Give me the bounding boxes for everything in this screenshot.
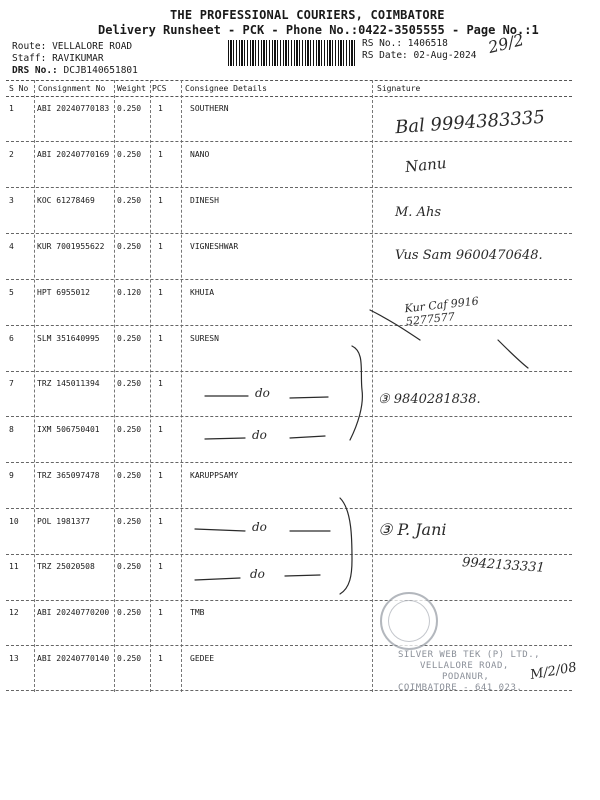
row-pcs: 1 (158, 288, 163, 297)
rs-no-value: 1406518 (407, 38, 448, 49)
row-pcs: 1 (158, 654, 163, 663)
row-sno: 13 (9, 654, 19, 663)
row-sno: 7 (9, 379, 14, 388)
row-signature: Nanu (404, 153, 448, 177)
row-weight: 0.250 (117, 196, 142, 205)
row-weight: 0.250 (117, 150, 142, 159)
row-consignment-no: IXM 506750401 (37, 425, 100, 434)
row-weight: 0.250 (117, 517, 142, 526)
row-signature: Vus Sam 9600470648. (395, 248, 543, 263)
row-consignee: DINESH (190, 196, 219, 205)
ditto-line (290, 436, 325, 438)
stamp-line: VELLALORE ROAD, (420, 661, 509, 671)
rs-date-label: RS Date: (362, 50, 408, 61)
ditto-mark: do (252, 520, 267, 534)
bracket (340, 498, 352, 594)
row-sno: 1 (9, 104, 14, 113)
arrow (498, 340, 528, 368)
row-consignment-no: ABI 20240770140 (37, 654, 110, 663)
row-consignment-no: ABI 20240770169 (37, 150, 110, 159)
row-weight: 0.250 (117, 379, 142, 388)
row-weight: 0.120 (117, 288, 142, 297)
stamp-line: SILVER WEB TEK (P) LTD., (398, 650, 541, 660)
ditto-mark: do (250, 567, 265, 581)
row-weight: 0.250 (117, 562, 142, 571)
stamp-text (398, 650, 540, 694)
row-weight: 0.250 (117, 242, 142, 251)
company-title: THE PROFESSIONAL COURIERS, COIMBATORE (170, 8, 445, 22)
route-value: VELLALORE ROAD (52, 41, 133, 52)
row-signature: ③ P. Jani (378, 520, 447, 539)
row-weight: 0.250 (117, 471, 142, 480)
row-consignee: TMB (190, 608, 205, 617)
col-head-signature: Signature (377, 84, 421, 93)
col-head-consignee: Consignee Details (185, 84, 267, 93)
row-signature: Bal 9994383335 (394, 106, 546, 139)
ditto-mark: do (252, 428, 267, 442)
row-sno: 12 (9, 608, 19, 617)
route-label: Route: (12, 41, 47, 52)
row-consignment-no: KOC 61278469 (37, 196, 95, 205)
col-head-sno: S No (9, 84, 29, 93)
row-pcs: 1 (158, 150, 163, 159)
row-weight: 0.250 (117, 608, 142, 617)
staff-value: RAVIKUMAR (52, 53, 104, 64)
stamp-line: PODANUR, (442, 672, 490, 682)
corner-handwritten-note: 29/2 (486, 29, 526, 58)
row-sno: 9 (9, 471, 14, 480)
row-sno: 2 (9, 150, 14, 159)
row-sno: 6 (9, 334, 14, 343)
row-weight: 0.250 (117, 654, 142, 663)
row-pcs: 1 (158, 562, 163, 571)
row-pcs: 1 (158, 379, 163, 388)
row-consignment-no: POL 1981377 (37, 517, 90, 526)
ditto-line (195, 529, 245, 531)
col-head-weight: Weight (117, 84, 146, 93)
row-pcs: 1 (158, 334, 163, 343)
row-signature: Kur Caf 9916 5277577 (403, 294, 480, 329)
row-pcs: 1 (158, 517, 163, 526)
row-sno: 4 (9, 242, 14, 251)
row-consignment-no: HPT 6955012 (37, 288, 90, 297)
row-consignment-no: ABI 20240770183 (37, 104, 110, 113)
stamp-line: COIMBATORE - 641 023. (398, 683, 523, 693)
row-consignment-no: TRZ 365097478 (37, 471, 100, 480)
row-consignment-no: KUR 7001955622 (37, 242, 105, 251)
runsheet-subtitle: Delivery Runsheet - PCK - Phone No.:0422-3505555 - Page No.:1 (98, 23, 539, 37)
row-consignee: NANO (190, 150, 210, 159)
row-signature: ③ 9840281838. (378, 392, 481, 407)
row-weight: 0.250 (117, 334, 142, 343)
rs-no-label: RS No.: (362, 38, 403, 49)
ditto-line (290, 397, 328, 398)
ditto-mark: do (255, 386, 270, 400)
row-consignee: KARUPPSAMY (190, 471, 239, 480)
col-head-pcs: PCS (152, 84, 167, 93)
row-sno: 10 (9, 517, 19, 526)
row-sno: 3 (9, 196, 14, 205)
col-head-consignment: Consignment No (38, 84, 106, 93)
row-sno: 5 (9, 288, 14, 297)
row-consignment-no: ABI 20240770200 (37, 608, 110, 617)
row-consignee: KHUIA (190, 288, 215, 297)
company-stamp (380, 592, 438, 650)
ditto-line (195, 578, 240, 580)
rs-date-value: 02-Aug-2024 (413, 50, 477, 61)
row-pcs: 1 (158, 471, 163, 480)
row-consignee: SOUTHERN (190, 104, 229, 113)
ditto-line (285, 575, 320, 576)
ditto-line (205, 438, 245, 439)
row-consignee: SURESN (190, 334, 219, 343)
row-pcs: 1 (158, 196, 163, 205)
row-consignment-no: TRZ 25020508 (37, 562, 95, 571)
staff-label: Staff: (12, 53, 47, 64)
row-pcs: 1 (158, 242, 163, 251)
row-consignee: GEDEE (190, 654, 215, 663)
row-signature: 9942133331 (461, 555, 546, 576)
row-pcs: 1 (158, 608, 163, 617)
drs-value: DCJB140651801 (63, 65, 138, 76)
row-consignee: VIGNESHWAR (190, 242, 239, 251)
row-signature: M/2/08 (529, 660, 578, 683)
row-sno: 8 (9, 425, 14, 434)
row-pcs: 1 (158, 104, 163, 113)
row-weight: 0.250 (117, 425, 142, 434)
row-consignment-no: TRZ 145011394 (37, 379, 100, 388)
row-weight: 0.250 (117, 104, 142, 113)
arrow (370, 310, 420, 340)
row-pcs: 1 (158, 425, 163, 434)
bracket (350, 346, 362, 440)
drs-label: DRS No.: (12, 65, 58, 76)
row-signature: M. Ahs (395, 205, 442, 220)
row-consignment-no: SLM 351640995 (37, 334, 100, 343)
row-sno: 11 (9, 562, 19, 571)
